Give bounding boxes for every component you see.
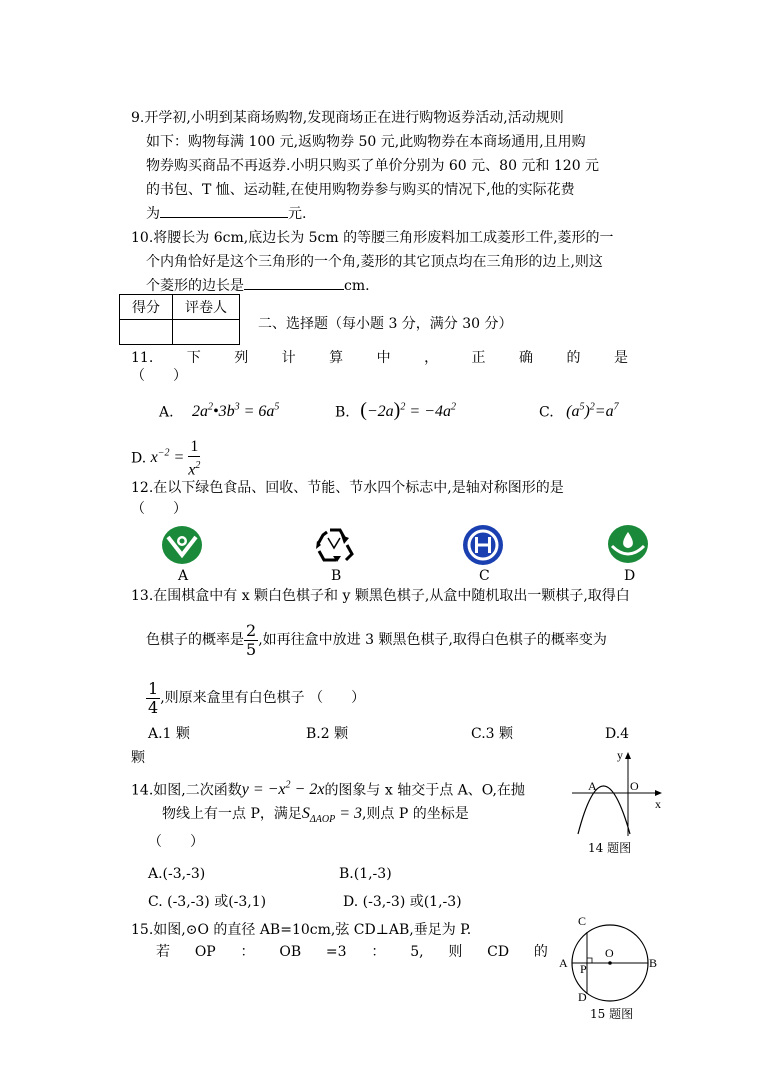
q14-function: $y = -x^2 - 2x$ [241,780,325,799]
q9-line4: 的书包、T 恤、运动鞋,在使用购物券参与购买的情况下,他的实际花费 [146,182,575,198]
q14-line2-post: ,则点 P 的坐标是 [361,806,469,822]
q13-frac1-num: 2 [246,620,257,640]
q11-a-label: A. [159,404,174,421]
q9-answer-blank[interactable] [160,203,288,218]
q11-paren: （ ） [131,368,187,384]
q12-label-b: B [331,568,342,584]
q15-word: OB [279,944,302,960]
q11-c-label: C. [539,404,554,421]
q15-word: OP [194,944,216,960]
q14-paren: （ ） [148,834,204,850]
score-cell[interactable] [120,320,173,345]
q13-option-d-wrap: 颗 [131,750,145,766]
q13-line1: 13.在围棋盒中有 x 颗白色棋子和 y 颗黑色棋子,从盒中随机取出一颗棋子,取得白 [131,588,630,604]
grader-cell[interactable] [173,320,240,345]
water-saving-logo-icon[interactable] [607,524,649,564]
q9-line3: 物券购买商品不再返券.小明只购买了单价分别为 60 元、80 元和 120 元 [146,158,600,174]
q15-word: 若 [156,944,170,960]
q11-d-expr: $x^{-2}$ = $\frac{1}{x^2}$ [150,438,201,479]
q13-frac1 [244,622,258,659]
q12-label-a: A [178,568,189,584]
q15-word: 的 [533,944,548,960]
q13-option-b[interactable]: B.2 颗 [306,726,349,742]
q14-fig-caption: 14 题图 [588,841,632,855]
recycle-logo-icon[interactable] [314,524,356,564]
q14-fig-a-label: A [588,779,597,793]
q11-option-a[interactable] [159,396,279,424]
q11-option-c[interactable] [539,396,619,424]
score-header: 得分 [120,295,173,320]
q15-word: ： [371,944,386,960]
q10-answer-blank[interactable] [244,275,344,290]
q14-area-condition: $S_{\Delta AOP} = 3$ [301,805,362,826]
q12-label-c: C [479,568,490,584]
q11-c-expr: $(a^5)^2=a^7$ [566,402,619,421]
q15-fig-d-label: D [578,990,587,1004]
q11-option-b[interactable] [335,396,456,424]
q13-frac2 [146,680,160,717]
q15-word: 5, [410,944,424,960]
q9-line5 [146,202,306,226]
q13-line3 [146,676,365,720]
q9-line5-pre: 为 [146,206,160,222]
q14-line2 [162,802,469,832]
q11-stem-char: 中 [376,350,391,366]
q10-line3-pre: 个菱形的边长是 [146,278,244,294]
q11-a-expr: $2a^2•3b^3 = 6a^5$ [192,402,280,421]
x-axis-arrow-icon [655,790,662,796]
q10-line3-post: cm. [344,278,370,294]
q11-stem-char: 的 [566,350,581,366]
q15-word: ： [240,944,255,960]
score-table [119,294,240,345]
q15-line1: 15.如图,⊙O 的直径 AB=10cm,弦 CD⊥AB,垂足为 P. [131,922,472,938]
grader-header: 评卷人 [173,295,240,320]
y-axis-arrow-icon [625,752,631,759]
q11-d-label: D. [131,450,147,467]
q13-frac2-den: 4 [148,697,159,717]
q15-fig-b-label: B [649,956,658,970]
q11-option-d[interactable] [131,438,200,479]
q14-fig-o-label: O [630,779,639,793]
q14-option-b[interactable]: B.(1,-3) [339,866,392,882]
q14-option-d[interactable]: D. (-3,-3) 或(1,-3) [343,894,462,910]
q11-stem-char: 下 [186,350,201,366]
q10-line2: 个内角恰好是这个三角形的一个角,菱形的其它顶点均在三角形的边上,则这 [146,254,603,270]
q15-fig-a-label: A [559,956,568,970]
q9-line5-post: 元. [288,206,307,222]
q14-option-a[interactable]: A.(-3,-3) [148,866,206,882]
q15-fig-p-label: P [580,962,587,976]
q10-line1: 10.将腰长为 6cm,底边长为 5cm 的等腰三角形废料加工成菱形工件,菱形的一 [131,230,614,246]
q11-stem-char: 算 [329,350,344,366]
q11-stem-char: 计 [281,350,296,366]
q11-b-expr: $(-2a)^2 = -4a^2$ [360,399,456,422]
q15-fig-o-label: O [605,946,614,960]
q15-fig-caption: 15 题图 [590,1007,634,1021]
q11-stem-char: 列 [234,350,249,366]
q14-line1-pre: 14.如图,二次函数 [131,782,242,799]
green-food-logo-icon[interactable] [161,525,203,565]
q11-stem-char: 正 [471,350,486,366]
q13-line2-post: ,如再往盒中放进 3 颗黑色棋子,取得白色棋子的概率变为 [258,632,607,648]
q9-line1: 9.开学初,小明到某商场购物,发现商场正在进行购物返券活动,活动规则 [131,110,564,126]
q14-fig-x-label: x [655,797,661,811]
section-title: 二、选择题（每小题 3 分，满分 30 分） [258,316,513,332]
q13-line2-pre: 色棋子的概率是 [146,632,244,648]
q11-stem-char: 确 [519,350,534,366]
q11-stem-char: 是 [613,350,628,366]
q13-option-d[interactable]: D.4 [605,726,630,742]
q15-word: CD [487,944,510,960]
q11-stem [131,346,628,370]
q14-line1-post: 的图象与 x 轴交于点 A、O,在抛 [324,782,525,799]
q15-fig-c-label: C [578,914,587,928]
q14-fig-y-label: y [617,748,623,762]
q14-line2-pre: 物线上有一点 P，满足 [162,806,302,822]
center-point [608,961,612,965]
q12-stem: 12.在以下绿色食品、回收、节能、节水四个标志中,是轴对称图形的是 [131,480,564,496]
q9-line2: 如下：购物每满 100 元,返购物券 50 元,此购物券在本商场通用,且用购 [146,134,586,150]
q13-frac2-num: 1 [148,678,159,698]
right-angle-mark [587,958,592,963]
q12-label-d: D [624,568,636,584]
q15-line2 [156,940,548,964]
q13-frac1-den: 5 [246,639,257,659]
q14-line1 [131,774,525,802]
q13-line3-post: ,则原来盒里有白色棋子 （ ） [160,690,366,706]
q13-option-c[interactable]: C.3 颗 [471,726,514,742]
q11-stem-char: ， [424,350,439,366]
q11-stem-char: 11. [131,350,154,366]
q11-b-label: B. [335,404,350,421]
q12-paren: （ ） [131,501,187,517]
q15-word: 则 [448,944,463,960]
q14-option-c[interactable]: C. (-3,-3) 或(-3,1) [148,894,267,910]
energy-saving-logo-icon[interactable] [462,524,504,566]
q13-option-a[interactable]: A.1 颗 [148,726,190,742]
q15-word: =3 [325,944,347,960]
q13-line2 [146,618,607,662]
